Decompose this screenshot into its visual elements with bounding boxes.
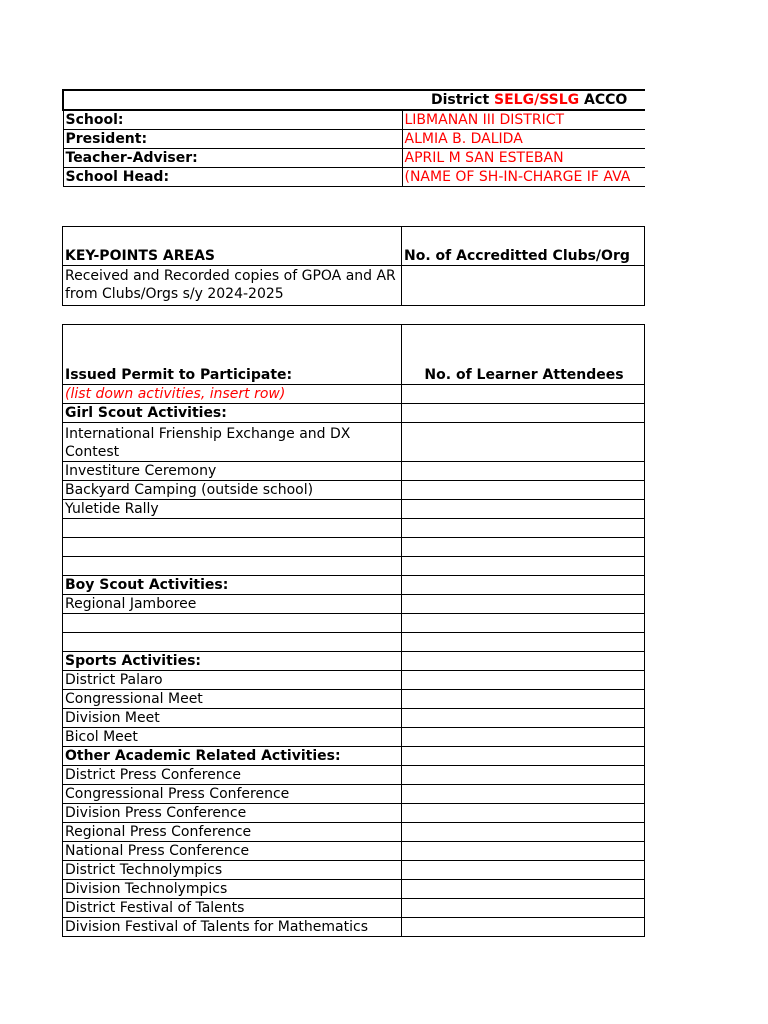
learner-attendees-cell[interactable] [402,899,645,918]
activity-category-label: Other Academic Related Activities: [63,747,402,766]
learner-attendees-cell[interactable] [402,423,645,462]
activity-name-cell: Backyard Camping (outside school) [63,481,402,500]
activity-row [63,690,645,709]
activity-name-cell[interactable] [63,633,402,652]
learner-attendees-cell[interactable] [402,671,645,690]
activity-row [63,500,645,519]
activity-name-cell[interactable] [63,538,402,557]
keypoints-col1-header: KEY-POINTS AREAS [63,227,402,266]
activity-name-cell: Division Technolympics [63,880,402,899]
activity-name-cell: Regional Jamboree [63,595,402,614]
document-title [63,90,645,110]
activity-name-cell: Congressional Meet [63,690,402,709]
activity-name-cell[interactable] [63,614,402,633]
learner-attendees-cell[interactable] [402,728,645,747]
activity-row [63,462,645,481]
title-prefix: District [431,92,495,108]
title-suffix: ACCO [579,92,628,108]
activity-category-label: Sports Activities: [63,652,402,671]
activity-category-row [63,404,645,423]
activity-row [63,481,645,500]
activity-category-label: Girl Scout Activities: [63,404,402,423]
activities-col2-header: No. of Learner Attendees [402,325,645,385]
activity-row [63,785,645,804]
school-label: School: [63,110,402,130]
activity-row [63,728,645,747]
president-label: President: [63,130,402,149]
learner-attendees-cell[interactable] [402,576,645,595]
activity-row [63,538,645,557]
learner-attendees-cell[interactable] [402,652,645,671]
instruction-row [63,385,645,404]
learner-attendees-cell[interactable] [402,519,645,538]
activity-name-cell: Congressional Press Conference [63,785,402,804]
activity-row [63,804,645,823]
activity-name-cell: District Festival of Talents [63,899,402,918]
keypoints-row [63,266,645,306]
activity-row [63,423,645,462]
learner-attendees-cell[interactable] [402,595,645,614]
activity-row [63,633,645,652]
learner-attendees-cell[interactable] [402,633,645,652]
activity-name-cell: Investiture Ceremony [63,462,402,481]
president-value[interactable]: ALMIA B. DALIDA [402,130,645,149]
activity-name-cell[interactable] [63,519,402,538]
keypoints-table [62,226,645,306]
activity-name-cell: District Technolympics [63,861,402,880]
keypoints-col2-header: No. of Accreditted Clubs/Org [402,227,645,266]
learner-attendees-cell[interactable] [402,880,645,899]
header-table [62,89,645,187]
activity-name-cell: Yuletide Rally [63,500,402,519]
title-highlight: SELG/SSLG [494,92,580,108]
school-head-row [63,168,645,187]
learner-attendees-cell[interactable] [402,538,645,557]
activity-name-cell: International Frienship Exchange and DX Contest [63,423,402,462]
activity-name-cell: Division Press Conference [63,804,402,823]
activity-name-cell: District Press Conference [63,766,402,785]
activity-row [63,918,645,937]
activity-name-cell: Division Festival of Talents for Mathematics [63,918,402,937]
activities-table [62,324,645,937]
learner-attendees-cell[interactable] [402,804,645,823]
teacher-adviser-label: Teacher-Adviser: [63,149,402,168]
activity-row [63,557,645,576]
school-row [63,110,645,130]
activity-name-cell: Division Meet [63,709,402,728]
activity-category-row [63,576,645,595]
president-row [63,130,645,149]
school-head-value[interactable]: (NAME OF SH-IN-CHARGE IF AVA [402,168,645,187]
activity-row [63,842,645,861]
activity-row [63,880,645,899]
activities-body [63,404,645,937]
activity-name-cell: Regional Press Conference [63,823,402,842]
learner-attendees-cell[interactable] [402,614,645,633]
learner-attendees-cell[interactable] [402,861,645,880]
activity-row [63,899,645,918]
keypoints-row-value[interactable] [402,266,645,306]
activity-category-row [63,747,645,766]
learner-attendees-cell[interactable] [402,766,645,785]
instruction-attendees-cell[interactable] [402,385,645,404]
learner-attendees-cell[interactable] [402,747,645,766]
teacher-adviser-value[interactable]: APRIL M SAN ESTEBAN [402,149,645,168]
activity-row [63,671,645,690]
activity-name-cell: National Press Conference [63,842,402,861]
learner-attendees-cell[interactable] [402,709,645,728]
learner-attendees-cell[interactable] [402,690,645,709]
school-head-label: School Head: [63,168,402,187]
learner-attendees-cell[interactable] [402,823,645,842]
learner-attendees-cell[interactable] [402,481,645,500]
activities-col1-header: Issued Permit to Participate: [63,325,402,385]
activity-row [63,861,645,880]
learner-attendees-cell[interactable] [402,785,645,804]
activity-name-cell: Bicol Meet [63,728,402,747]
activity-row [63,766,645,785]
activity-name-cell: District Palaro [63,671,402,690]
activity-row [63,519,645,538]
instruction-text: (list down activities, insert row) [63,385,402,404]
activities-header-row [63,325,645,385]
learner-attendees-cell[interactable] [402,404,645,423]
teacher-adviser-row [63,149,645,168]
activity-name-cell[interactable] [63,557,402,576]
learner-attendees-cell[interactable] [402,557,645,576]
learner-attendees-cell[interactable] [402,462,645,481]
keypoints-row-label: Received and Recorded copies of GPOA and AR from Clubs/Orgs s/y 2024-2025 [63,266,402,306]
activity-row [63,709,645,728]
activity-row [63,595,645,614]
learner-attendees-cell[interactable] [402,918,645,937]
activity-row [63,823,645,842]
activity-row [63,614,645,633]
activity-category-row [63,652,645,671]
learner-attendees-cell[interactable] [402,842,645,861]
learner-attendees-cell[interactable] [402,500,645,519]
school-value[interactable]: LIBMANAN III DISTRICT [402,110,645,130]
activity-category-label: Boy Scout Activities: [63,576,402,595]
keypoints-header-row [63,227,645,266]
